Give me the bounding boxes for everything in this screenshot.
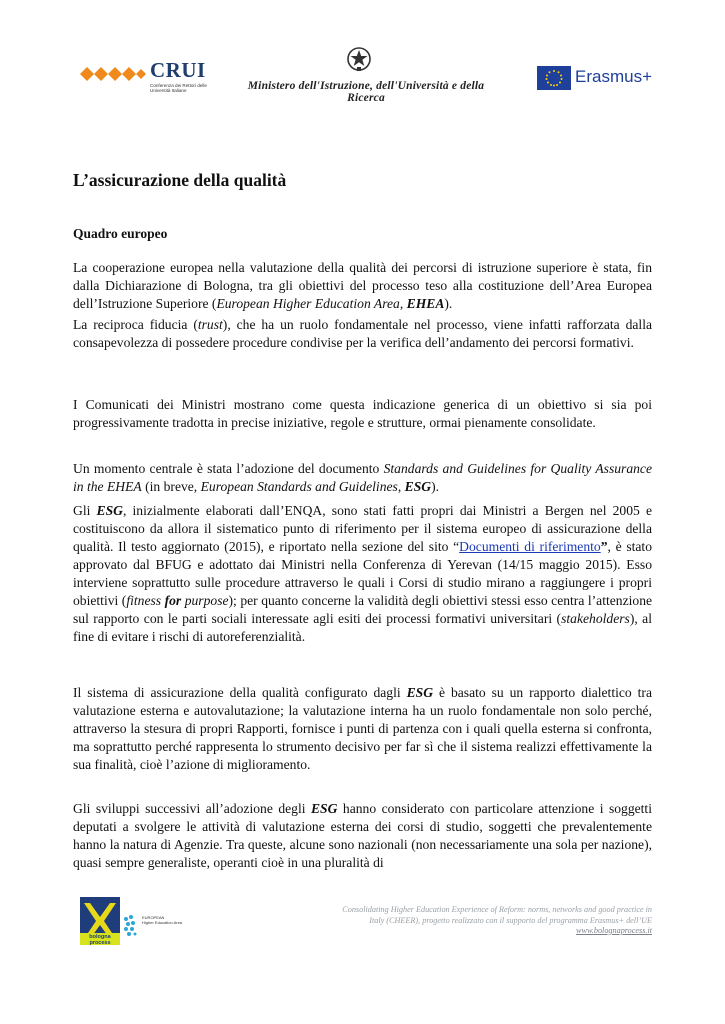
- section-heading: Quadro europeo: [73, 226, 168, 241]
- svg-text:Higher Education Area: Higher Education Area: [142, 920, 183, 925]
- paragraph-3: I Comunicati dei Ministri mostrano come questa indicazione generica di un obiettivo si sia poi progressivamente tradotta in precise iniziative, regole e strutture, ormai pienamente consolidate.: [73, 397, 652, 430]
- erasmus-logo: [537, 66, 657, 94]
- paragraph-4: Un momento centrale è stata l’adozione del documento Standards and Guidelines for Quality Assurance in the EHEA (in breve, European Standards and Guidelines, ESG).: [73, 461, 652, 494]
- footer-website-link[interactable]: www.bolognaprocess.it: [576, 926, 652, 935]
- paragraph-2: La reciproca fiducia (trust), che ha un ruolo fondamentale nel processo, viene infatti rafforzata dalla consapevolezza di possedere procedure condivise per la verifica dell’andamento dei percorsi formativi.: [73, 317, 652, 350]
- eu-flag-icon: [537, 66, 571, 90]
- svg-text:process: process: [89, 940, 111, 946]
- paragraph-7: Gli sviluppi successivi all’adozione degli ESG hanno considerato con particolare attenzione i soggetti deputati a svolgere le attività di valutazione esterna dei corsi di studio, soggetti che prevalentemente hanno la natura di Agenzie. Tra queste, alcune sono nazionali (non necessariamente una sola per nazione), quasi sempre generaliste, operanti cioè in una pluralità di: [73, 801, 652, 870]
- crui-logo: [78, 58, 208, 98]
- paragraph-6: Il sistema di assicurazione della qualità configurato dagli ESG è basato su un rapporto dialettico tra valutazione esterna e autovalutazione; la valutazione interna ha un ruolo fondamentale non solo perché, attraverso la stesura di propri Rapporti, fornisce i punti di partenza con i quali quella esterna si confronta, ma soprattutto perché rappresenta lo strumento decisivo per far sì che il sistema realizzi effettivamente la sua finalità, cioè l’azione di miglioramento.: [73, 685, 652, 772]
- page-title: L’assicurazione della qualità: [73, 170, 287, 190]
- italian-emblem-icon: [345, 45, 373, 73]
- paragraph-5: Gli ESG, inizialmente elaborati dall’ENQA, sono stati fatti propri dai Ministri a Bergen nel 2005 e costituiscono da allora il sistematico punto di riferimento per il sistema europeo di assicurazione della qualità. Il testo aggiornato (2015), e riportato nella sezione del sito “Documenti di riferimento”, è stato approvato dal BFUG e adottato dai Ministri nella Conferenza di Yerevan (14/15 maggio 2015). Esso interviene soprattutto sulle procedure attraverso le quali i Corsi di studio mirano a raggiungere i propri obiettivi (fitness for purpose); per quanto concerne la validità degli obiettivi stessi esso centra l’attenzione sul rapporto con le parti sociali interessate agli esiti dei processi formativi universitari (stakeholders), al fine di evitare i rischi di autoreferenzialità.: [73, 503, 653, 644]
- documenti-di-riferimento-link[interactable]: Documenti di riferimento: [459, 539, 601, 554]
- page-footer: [272, 905, 652, 937]
- footer-line-1: Consolidating Higher Education Experience of Reform: norms, networks and good practice in: [342, 905, 652, 914]
- svg-text:EUROPEAN: EUROPEAN: [142, 915, 165, 920]
- bologna-process-logo: [80, 895, 190, 947]
- page-header: [0, 40, 725, 110]
- footer-line-2: Italy (CHEER), progetto realizzato con il supporto del programma Erasmus+ dell’UE: [369, 915, 652, 925]
- erasmus-label: Erasmus+: [575, 67, 652, 86]
- crui-subtitle: Conferenza dei Rettori delle Università Italiane: [150, 83, 207, 94]
- ministry-name: Ministero dell'Istruzione, dell'Università e della Ricerca: [247, 80, 485, 104]
- crui-name: CRUI: [150, 58, 206, 82]
- svg-text:bologna: bologna: [89, 934, 111, 940]
- crui-diamonds-icon: [78, 64, 148, 84]
- paragraph-1: La cooperazione europea nella valutazione della qualità dei percorsi di istruzione superiore è stata, fin dalla Dichiarazione di Bologna, tra gli obiettivi del processo teso alla costituzione dell’Area Europea dell’Istruzione Superiore (European Higher Education Area, EHEA).: [73, 260, 652, 311]
